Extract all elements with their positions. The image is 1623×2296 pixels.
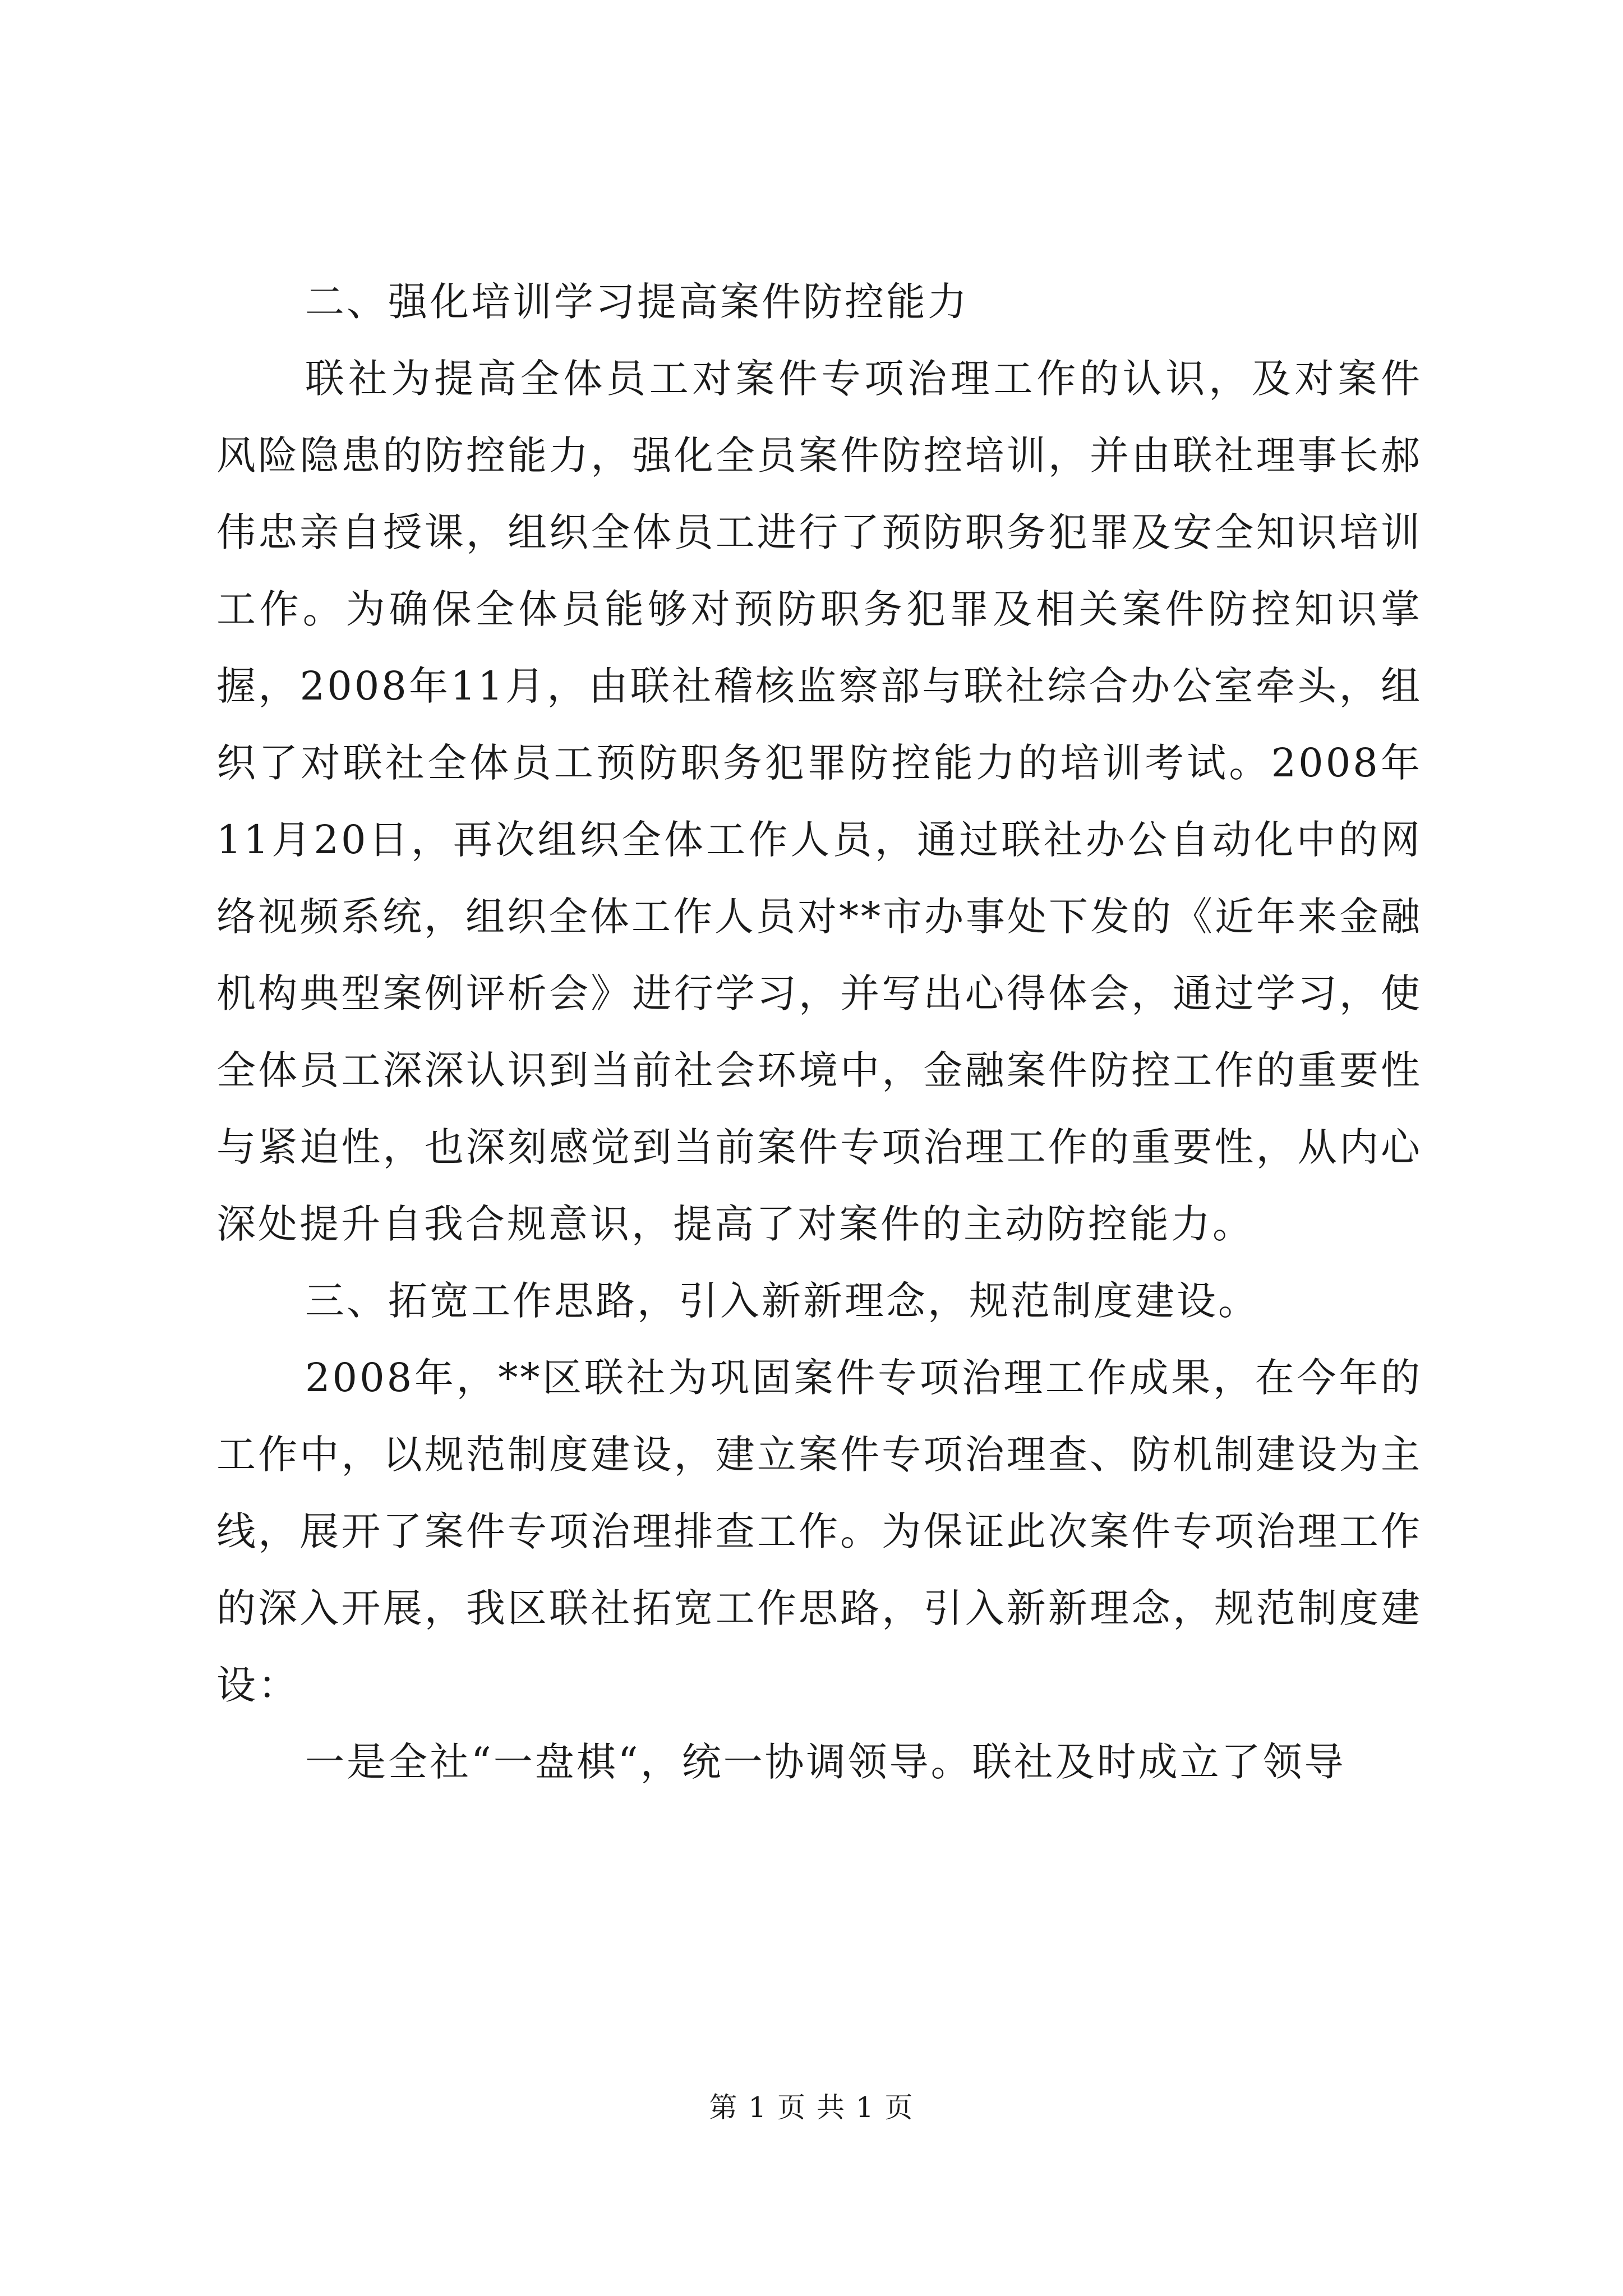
page-footer: 第 1 页 共 1 页 <box>709 2091 914 2124</box>
paragraph-one-board: 一是全社“一盘棋“，统一协调领导。联社及时成立了领导 <box>305 1739 1346 1785</box>
paragraph-training: 联社为提高全体员工对案件专项治理工作的认识，及对案件风险隐患的防控能力，强化全员案件防控培训，并由联社理事长郝伟忠亲自授课，组织全体员工进行了预防职务犯罪及安全知识培训工作。为确保全体员能够对预防职务犯罪及相关案件防控知识掌握，2008年11月，由联社稽核监察部与联社综合办公室牵头，组织了对联社全体员工预防职务犯罪防控能力的培训考试。2008年11月20日，再次组织全体工作人员，通过联社办公自动化中的网络视频系统，组织全体工作人员对**市办事处下发的《近年来金融机构典型案例评析会》进行学习，并写出心得体会，通过学习，使全体员工深深认识到当前社会环境中，金融案件防控工作的重要性与紧迫性，也深刻感觉到当前案件专项治理工作的重要性，从内心深处提升自我合规意识，提高了对案件的主动防控能力。 <box>216 356 1422 1247</box>
section-heading-ideas: 三、拓宽工作思路，引入新新理念，规范制度建设。 <box>305 1278 1260 1324</box>
paragraph-2008: 2008年，**区联社为巩固案件专项治理工作成果，在今年的工作中，以规范制度建设，建立案件专项治理查、防机制建设为主线，展开了案件专项治理排查工作。为保证此次案件专项治理工作的深入开展，我区联社拓宽工作思路，引入新新理念，规范制度建设： <box>216 1355 1422 1708</box>
section-heading-training: 二、强化培训学习提高案件防控能力 <box>305 279 969 325</box>
document-body <box>216 264 1422 1801</box>
